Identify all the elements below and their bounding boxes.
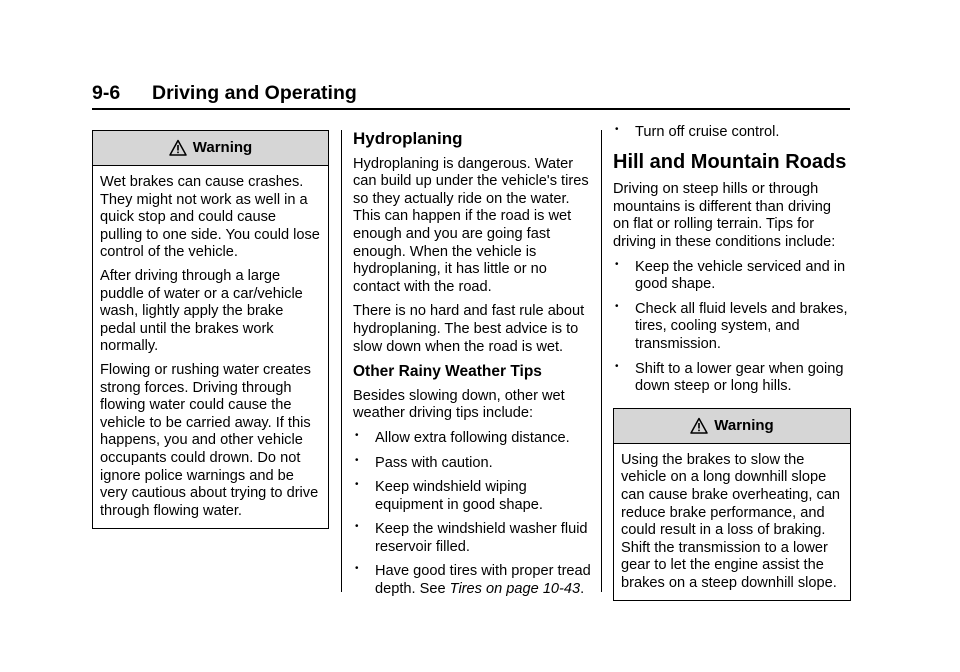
warning-title: Warning — [192, 139, 253, 157]
right-column — [613, 124, 851, 601]
list-item: • Turn off cruise control. — [613, 124, 851, 142]
chapter-title: Driving and Operating — [152, 82, 357, 104]
hydroplaning-advice: There is no hard and fast rule about hydroplaning. The best advice is to slow down when the road is wet. — [353, 303, 585, 355]
column-divider — [341, 130, 342, 592]
warning-paragraph: Using the brakes to slow the vehicle on a long downhill slope can cause brake overheating, can reduce brake performance, and could result in a loss of braking. Shift the transmission to a lower gear to let the engine assist the brakes on a steep downhill slope. — [621, 451, 841, 591]
list-item: • Keep the vehicle serviced and in good shape. — [613, 259, 851, 294]
column-divider — [601, 130, 602, 592]
bullet: • — [355, 521, 359, 533]
warning-triangle-icon — [169, 139, 187, 157]
warning-box-wet-brakes — [92, 130, 329, 529]
rainy-tips-list — [353, 430, 591, 599]
list-item: • Keep windshield wiping equipment in good shape. — [353, 479, 591, 514]
list-item: • Check all fluid levels and brakes, tires, cooling system, and transmission. — [613, 301, 851, 354]
warning-header — [614, 409, 850, 444]
warning-paragraph: Wet brakes can cause crashes. They might not work as well in a quick stop and could cause pulling to one side. You could lose control of the vehicle. — [100, 174, 320, 261]
hill-tips-list — [613, 259, 851, 396]
bullet: • — [355, 479, 359, 491]
section-number: 9-6 — [92, 82, 121, 104]
middle-column — [353, 130, 591, 606]
list-item: • Keep the windshield washer fluid reservoir filled. — [353, 521, 591, 556]
warning-box-downhill-braking — [613, 408, 851, 602]
cross-reference-link[interactable]: Tires on page 10-43 — [449, 581, 581, 598]
bullet: • — [615, 300, 619, 312]
hydroplaning-heading: Hydroplaning — [353, 129, 463, 148]
bullet: • — [615, 124, 619, 135]
page-header — [92, 80, 850, 110]
warning-body — [93, 166, 328, 528]
left-column — [92, 130, 329, 529]
warning-triangle-icon — [690, 417, 708, 435]
hill-mountain-heading: Hill and Mountain Roads — [613, 150, 847, 173]
list-item: • Allow extra following distance. — [353, 430, 591, 448]
bullet: • — [615, 360, 619, 372]
bullet: • — [615, 258, 619, 270]
warning-header — [93, 131, 328, 166]
warning-title: Warning — [714, 416, 774, 434]
hill-intro: Driving on steep hills or through mountains is different than driving on flat or rolling terrain. Tips for driving in these conditions include: — [613, 181, 836, 250]
cruise-tip-list — [613, 124, 851, 142]
bullet: • — [355, 563, 359, 575]
warning-paragraph: After driving through a large puddle of water or a car/vehicle wash, lightly apply the brake pedal until the brakes work normally. — [100, 267, 303, 355]
bullet: • — [355, 454, 359, 466]
warning-paragraph: Flowing or rushing water creates strong forces. Driving through flowing water could cause the vehicle to be carried away. If this happens, you and other vehicle occupants could drown. Do not ignore police warnings and be very cautious about trying to drive through flowing water. — [100, 361, 319, 519]
warning-body — [614, 444, 850, 601]
list-item: • Have good tires with proper tread depth. See Tires on page 10-43. — [353, 563, 591, 598]
rainy-weather-intro: Besides slowing down, other wet weather driving tips include: — [353, 387, 565, 422]
list-item: • Pass with caution. — [353, 455, 591, 473]
rainy-weather-heading: Other Rainy Weather Tips — [353, 363, 542, 381]
hydroplaning-paragraph: Hydroplaning is dangerous. Water can build up under the vehicle's tires so they actually ride on the water. This can happen if the road is wet enough and you are going fast enough. When the vehicle is hydroplaning, it has little or no contact with the road. — [353, 155, 589, 295]
list-item: • Shift to a lower gear when going down steep or long hills. — [613, 361, 851, 396]
bullet: • — [355, 429, 359, 441]
